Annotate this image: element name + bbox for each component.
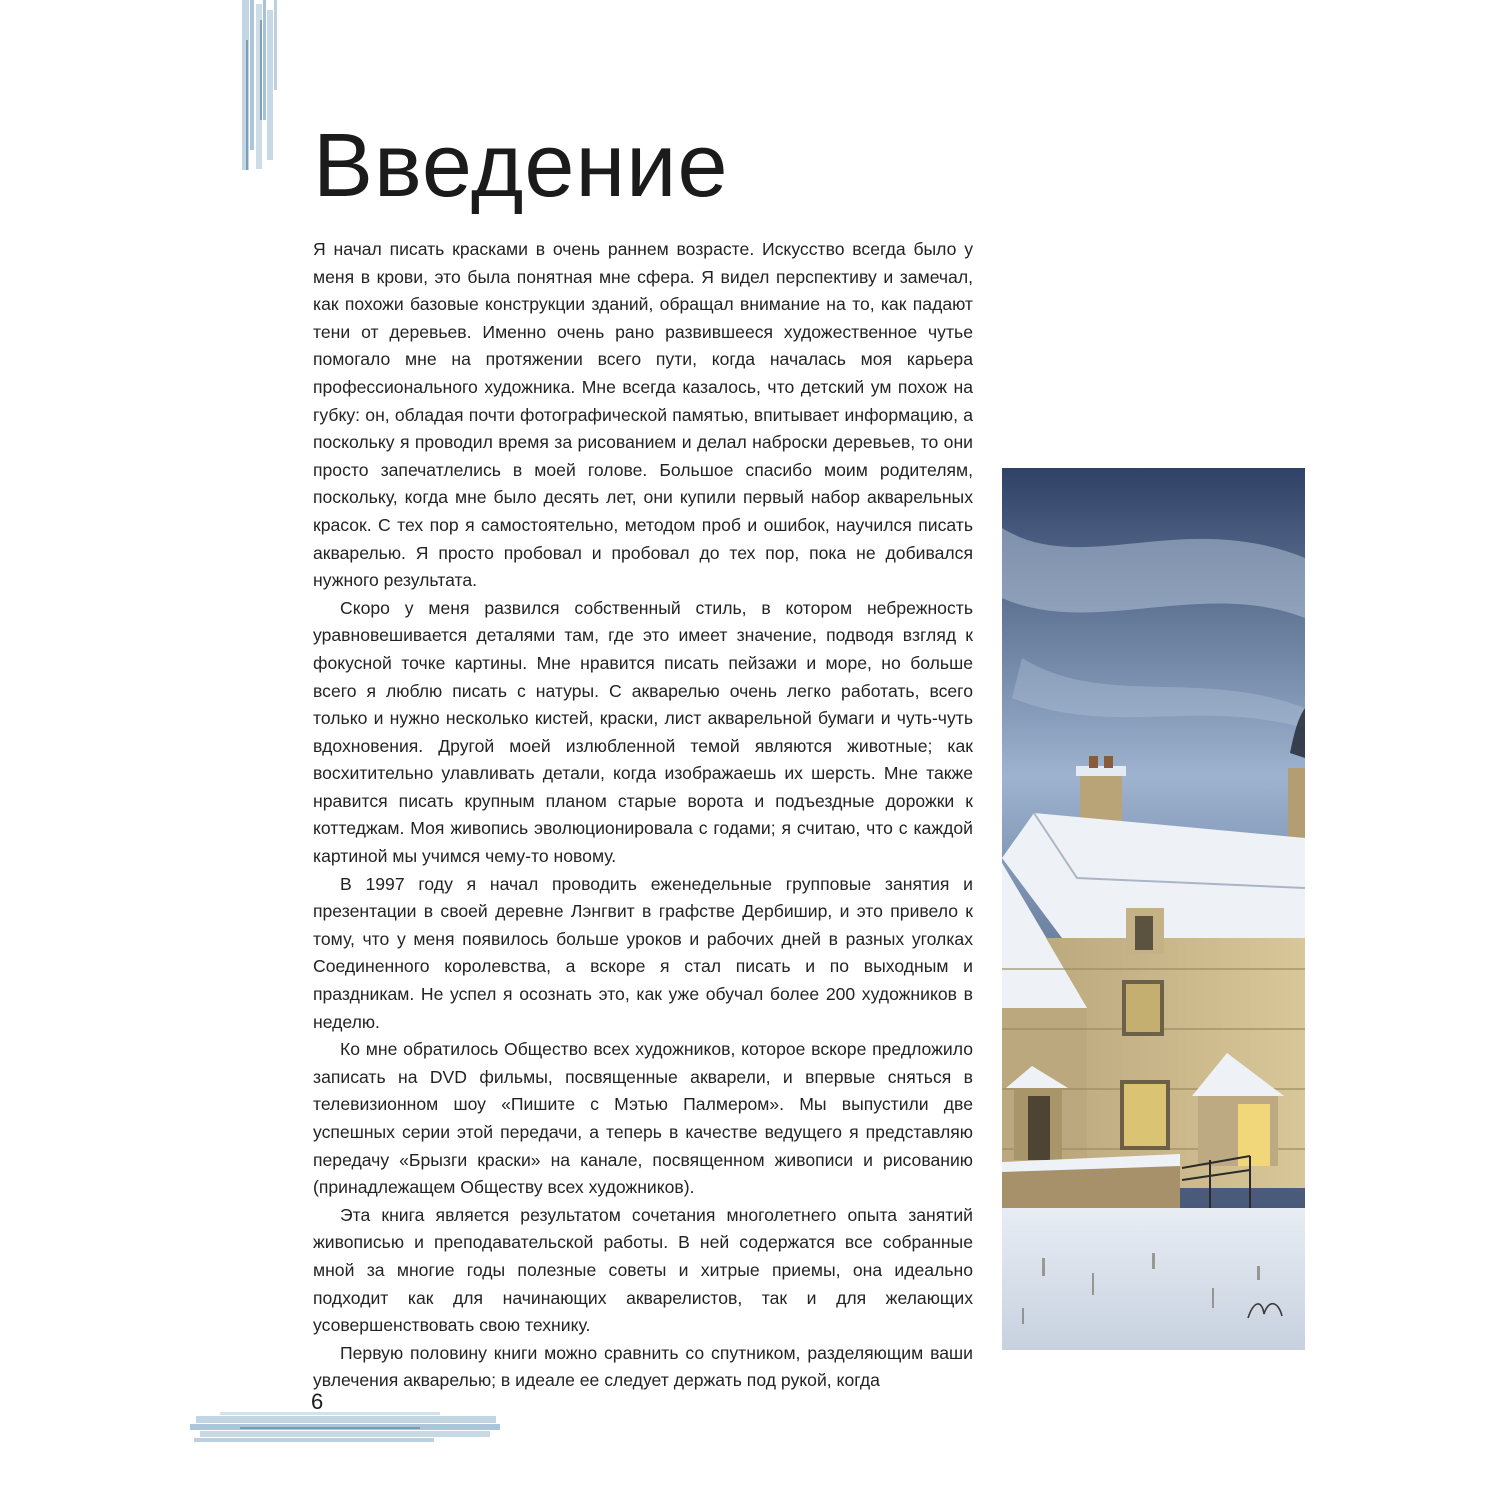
winter-cottage-watercolor [1002, 468, 1305, 1350]
brush-stroke-decoration-top [236, 0, 282, 178]
page-number: 6 [311, 1389, 324, 1414]
paragraph: Первую половину книги можно сравнить со спутником, разделяющим ваши увлечения акварелью; в идеале ее следует держать под рукой, когда [313, 1342, 973, 1391]
paragraph: Скоро у меня развился собственный стиль, в котором небрежность уравновешивается деталями там, где это имеет значение, подводя взгляд к фокусной точке картины. Мне нравится писать пейзажи и море, но больше всего я люблю писать с натуры. С акварелью очень легко работать, всего только и нужно несколько кистей, краски, лист акварельной бумаги и чуть-чуть вдохновения. Другой моей излюбленной темой являются животные; как восхитительно улавливать детали, когда изображаешь их шерсть. Мне также нравится писать крупным планом старые ворота и подъездные дорожки к коттеджам. Моя живопись эволюционировала с годами; я считаю, что с каждой картиной мы учимся чему-то новому. [313, 597, 973, 867]
paragraph: Ко мне обратилось Общество всех художников, которое вскоре предложило записать на DVD фильмы, посвященные акварели, и впервые сняться в телевизионном шоу «Пишите с Мэтью Палмером». Мы выпустили две успешных серии этой передачи, а теперь в качестве ведущего я представляю передачу «Брызги краски» на канале, посвященном живописи и рисованию (принадлежащем Обществу всех художников). [313, 1039, 973, 1198]
paragraph: В 1997 году я начал проводить еженедельные групповые занятия и презентации в своей деревне Лэнгвит в графстве Дербишир, и это привело к тому, что у меня появилось больше уроков и рабочих дней в разных уголках Соединенного королевства, а вскоре я стал писать и по выходным и праздникам. Не успел я осознать это, как уже обучал более 200 художников в неделю. [313, 873, 973, 1032]
body-text [313, 236, 973, 1395]
paragraph: Эта книга является результатом сочетания многолетнего опыта занятий живописью и преподавательской работы. В ней содержатся все собранные мной за многие годы полезные советы и хитрые приемы, она идеально подходит как для начинающих акварелистов, так и для желающих усовершенствовать свою технику. [313, 1204, 973, 1336]
paragraph: Я начал писать красками в очень раннем возрасте. Искусство всегда было у меня в крови, это была понятная мне сфера. Я видел перспективу и замечал, как похожи базовые конструкции зданий, обращал внимание на то, как падают тени от деревьев. Именно очень рано развившееся художественное чутье помогало мне на протяжении всего пути, когда началась моя карьера профессионального художника. Мне всегда казалось, что детский ум похож на губку: он, обладая почти фотографической памятью, впитывает информацию, а поскольку я проводил время за рисованием и делал наброски деревьев, то они просто запечатлелись в моей голове. Большое спасибо моим родителям, поскольку, когда мне было десять лет, они купили первый набор акварельных красок. С тех пор я самостоятельно, методом проб и ошибок, научился писать акварелью. Я просто пробовал и пробовал до тех пор, пока не добивался нужного результата. [313, 239, 973, 591]
page-title: Введение [313, 116, 729, 216]
brush-stroke-decoration-bottom [190, 1408, 506, 1448]
